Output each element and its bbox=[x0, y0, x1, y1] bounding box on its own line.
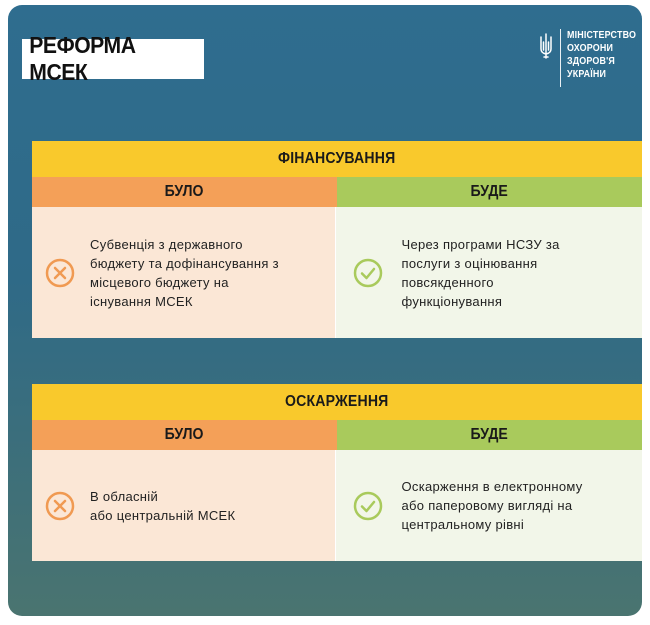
section-header-label: ОСКАРЖЕННЯ bbox=[285, 393, 389, 410]
ministry-divider bbox=[560, 29, 561, 87]
column-headers bbox=[32, 420, 642, 450]
text-line: бюджету та дофінансування з bbox=[90, 255, 279, 271]
infographic-card bbox=[8, 5, 642, 616]
check-circle-icon bbox=[352, 257, 384, 289]
cross-circle-icon bbox=[44, 490, 76, 522]
section-header bbox=[32, 141, 642, 177]
will-cell bbox=[336, 207, 643, 338]
will-text bbox=[402, 235, 560, 311]
text-line: існування МСЕК bbox=[90, 293, 193, 309]
will-label: БУДЕ bbox=[470, 426, 509, 443]
text-line: місцевого бюджету на bbox=[90, 274, 229, 290]
text-line: послуги з оцінювання bbox=[401, 255, 538, 271]
column-headers bbox=[32, 177, 642, 207]
section-header bbox=[32, 384, 642, 420]
cross-circle-icon bbox=[44, 257, 76, 289]
was-text bbox=[90, 235, 279, 311]
was-label: БУЛО bbox=[165, 183, 204, 200]
text-line: Через програми НСЗУ за bbox=[401, 236, 560, 252]
text-line: центральному рівні bbox=[401, 517, 525, 532]
trident-icon bbox=[539, 33, 553, 59]
text-line: функціонування bbox=[401, 293, 503, 309]
text-line: повсякденного bbox=[401, 274, 494, 290]
was-header bbox=[32, 420, 337, 450]
text-line: Субвенція з державного bbox=[90, 236, 243, 252]
page-title: РЕФОРМА МСЕК bbox=[29, 32, 136, 85]
ministry-line: УКРАЇНИ bbox=[567, 68, 607, 80]
was-text bbox=[90, 487, 235, 525]
section-appeal bbox=[32, 384, 642, 561]
section-header-label: ФІНАНСУВАННЯ bbox=[278, 150, 396, 167]
will-text bbox=[402, 477, 583, 534]
will-header bbox=[337, 177, 642, 207]
section-body bbox=[32, 207, 642, 338]
text-line: або центральній МСЕК bbox=[90, 507, 236, 523]
was-cell bbox=[32, 207, 336, 338]
section-financing bbox=[32, 141, 642, 338]
ministry-name bbox=[567, 29, 636, 81]
was-label: БУЛО bbox=[165, 426, 204, 443]
will-header bbox=[337, 420, 642, 450]
ministry-line: ЗДОРОВ'Я bbox=[567, 55, 616, 67]
was-header bbox=[32, 177, 337, 207]
will-label: БУДЕ bbox=[470, 183, 509, 200]
will-cell bbox=[336, 450, 643, 561]
was-cell bbox=[32, 450, 336, 561]
title-box bbox=[22, 32, 204, 85]
text-line: Оскарження в електронному bbox=[401, 479, 583, 494]
ministry-line: ОХОРОНИ bbox=[567, 42, 614, 54]
ministry-logo bbox=[539, 29, 642, 87]
section-body bbox=[32, 450, 642, 561]
ministry-line: МІНІСТЕРСТВО bbox=[567, 29, 637, 41]
text-line: В обласній bbox=[90, 488, 159, 504]
check-circle-icon bbox=[352, 490, 384, 522]
text-line: або паперовому вигляді на bbox=[401, 498, 573, 513]
